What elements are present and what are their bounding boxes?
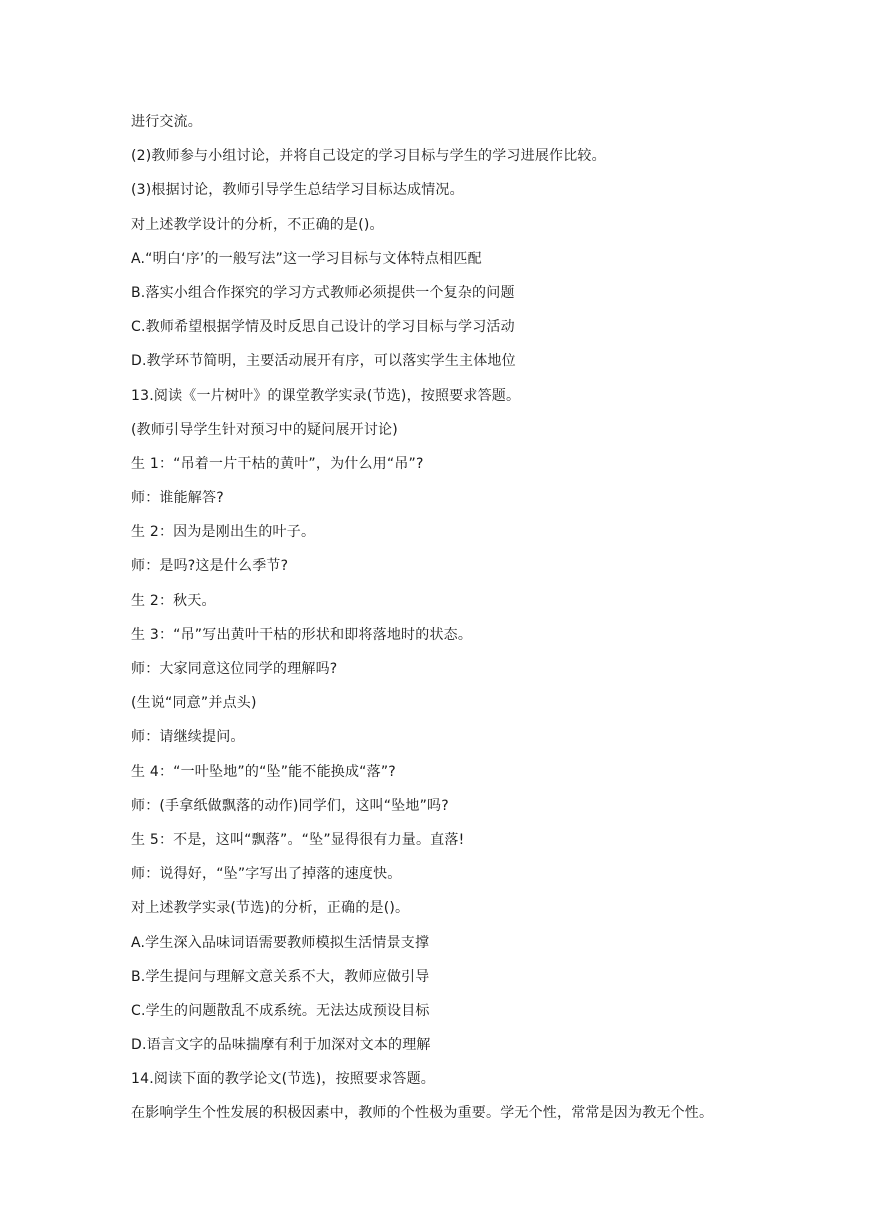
dialogue-line: 生 2：因为是刚出生的叶子。 <box>131 524 316 541</box>
option-c: C.教师希望根据学情及时反思自己设计的学习目标与学习活动 <box>131 319 515 336</box>
dialogue-line: 师：大家同意这位同学的理解吗? <box>131 661 338 677</box>
dialogue-line: 生 2：秋天。 <box>131 592 216 609</box>
option-a: A.学生深入品味词语需要教师模拟生活情景支撑 <box>131 934 430 951</box>
option-a: A.“明白‘序’的一般写法”这一学习目标与文体特点相匹配 <box>131 250 482 267</box>
dialogue-line: 生 1：“吊着一片干枯的黄叶”，为什么用“吊”? <box>131 455 424 472</box>
question-heading: 14.阅读下面的教学论文(节选)，按照要求答题。 <box>131 1071 435 1088</box>
dialogue-line: 师：说得好，“坠”字写出了掉落的速度快。 <box>131 866 402 883</box>
question-heading: 13.阅读《一片树叶》的课堂教学实录(节选)，按照要求答题。 <box>131 387 521 404</box>
question-stem: 对上述教学设计的分析，不正确的是()。 <box>131 216 384 233</box>
text-line: 进行交流。 <box>131 114 202 130</box>
dialogue-line: 生 3：“吊”写出黄叶干枯的形状和即将落地时的状态。 <box>131 626 473 643</box>
document-body <box>131 111 771 1137</box>
dialogue-line: (生说“同意”并点头) <box>131 695 257 712</box>
option-b: B.落实小组合作探究的学习方式教师必须提供一个复杂的问题 <box>131 284 515 301</box>
option-d: D.语言文字的品味揣摩有利于加深对文本的理解 <box>131 1037 431 1054</box>
dialogue-line: 师：谁能解答? <box>131 490 224 507</box>
dialogue-line: 师：是吗?这是什么季节? <box>131 558 289 575</box>
dialogue-line: 师：请继续提问。 <box>131 729 245 746</box>
dialogue-line: 师：(手拿纸做飘落的动作)同学们，这叫“坠地”吗? <box>131 797 449 814</box>
question-stem: 对上述教学实录(节选)的分析，正确的是()。 <box>131 900 410 917</box>
option-c: C.学生的问题散乱不成系统。无法达成预设目标 <box>131 1002 430 1019</box>
option-b: B.学生提问与理解文意关系不大，教师应做引导 <box>131 968 430 985</box>
text-line: (3)根据讨论，教师引导学生总结学习目标达成情况。 <box>131 182 464 199</box>
dialogue-line: 生 4：“一叶坠地”的“坠”能不能换成“落”? <box>131 763 396 780</box>
text-line: (教师引导学生针对预习中的疑问展开讨论) <box>131 421 398 438</box>
option-d: D.教学环节简明，主要活动展开有序，可以落实学生主体地位 <box>131 353 516 370</box>
text-line: 在影响学生个性发展的积极因素中，教师的个性极为重要。学无个性，常常是因为教无个性。 <box>131 1105 714 1122</box>
text-line: (2)教师参与小组讨论，并将自己设定的学习目标与学生的学习进展作比较。 <box>131 148 606 165</box>
dialogue-line: 生 5：不是，这叫“飘落”。“坠”显得很有力量。直落! <box>131 831 465 848</box>
